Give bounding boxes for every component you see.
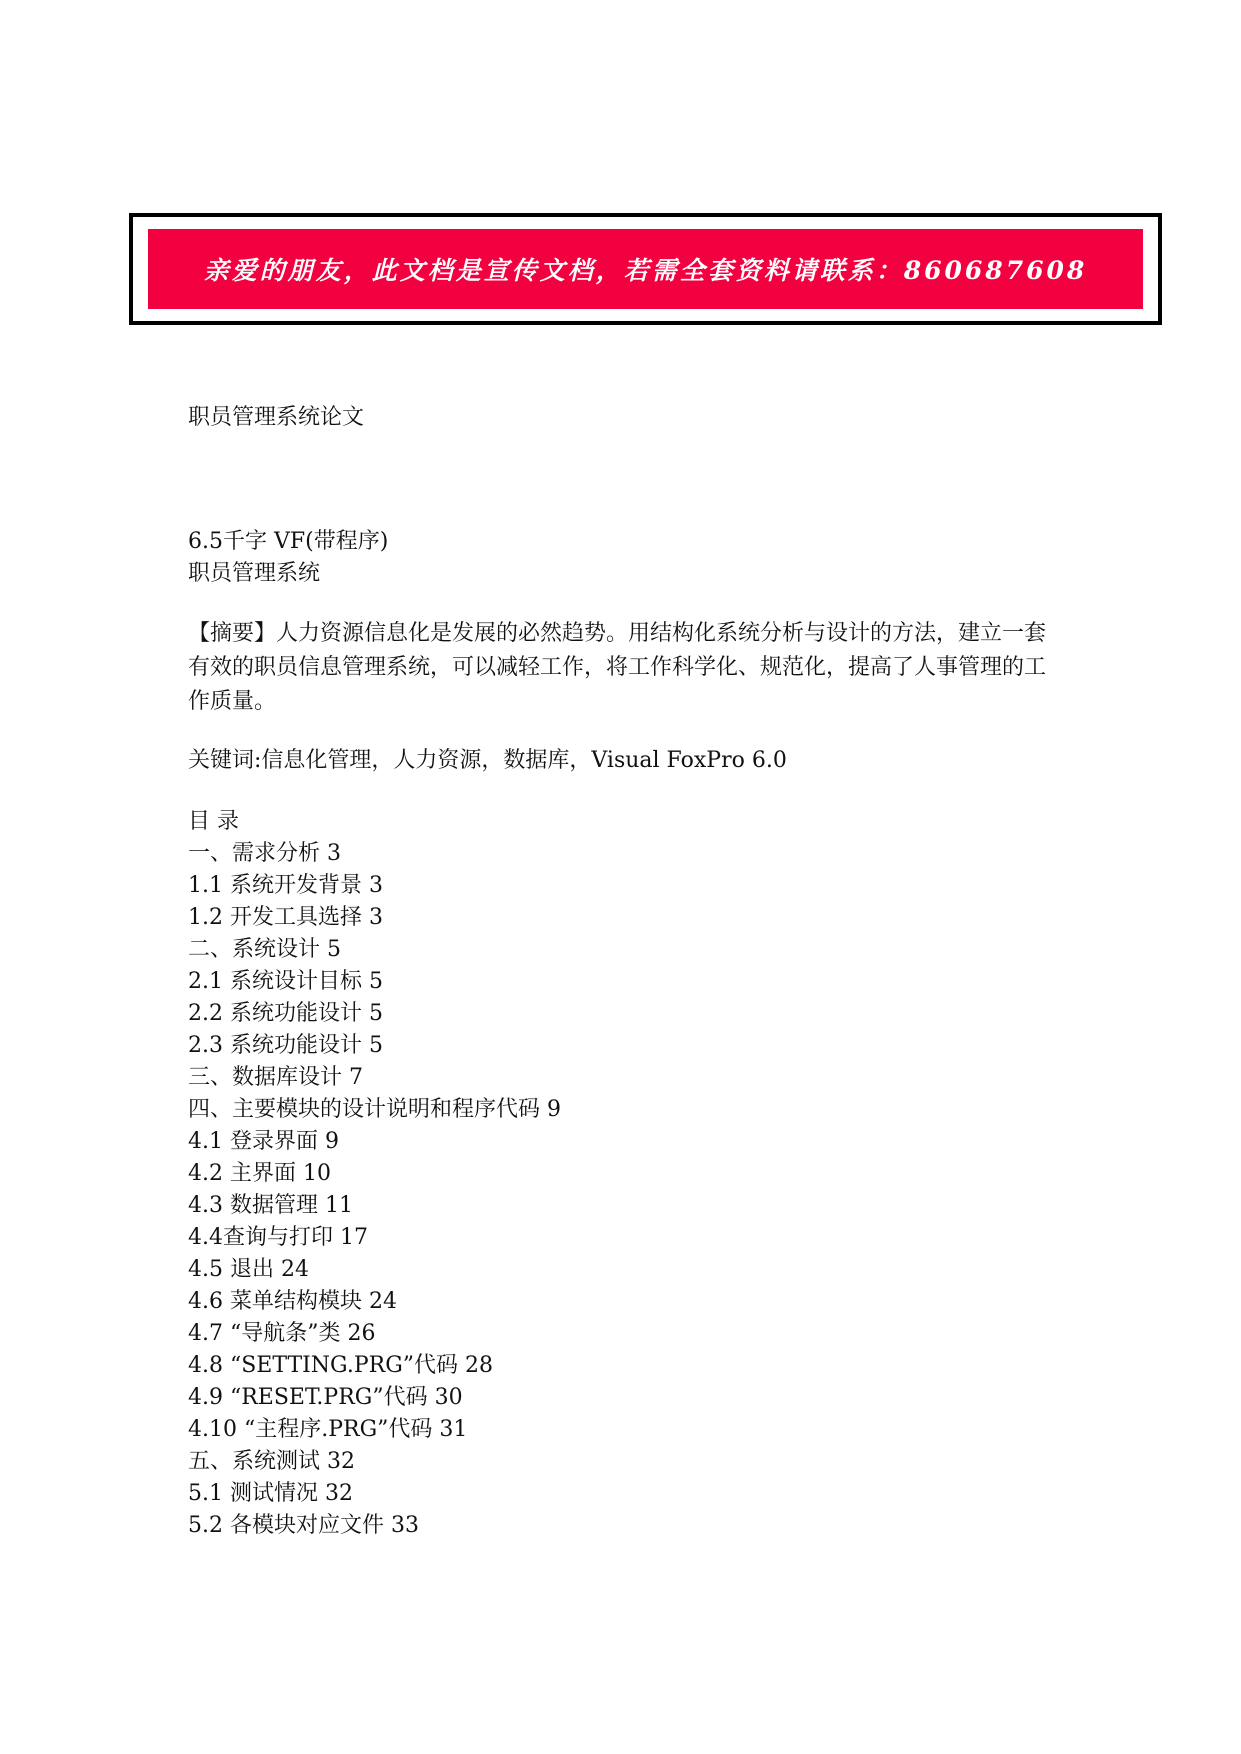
toc-entry: 二、系统设计 5 (188, 937, 341, 962)
document-meta: 6.5千字 VF(带程序) (188, 529, 389, 554)
toc-heading: 目 录 (188, 809, 239, 834)
toc-entry: 5.1 测试情况 32 (188, 1481, 353, 1506)
promo-banner-frame (129, 213, 1162, 325)
toc-entry: 2.3 系统功能设计 5 (188, 1033, 383, 1058)
toc-entry: 4.7 “导航条”类 26 (188, 1321, 376, 1346)
toc-entry: 一、需求分析 3 (188, 841, 341, 866)
toc-entry: 4.9 “RESET.PRG”代码 30 (188, 1385, 463, 1410)
toc-entry: 4.6 菜单结构模块 24 (188, 1289, 397, 1314)
keywords-line: 关键词:信息化管理，人力资源，数据库，Visual FoxPro 6.0 (188, 748, 787, 773)
toc-entry: 2.2 系统功能设计 5 (188, 1001, 383, 1026)
document-subtitle: 职员管理系统 (188, 561, 321, 586)
toc-entry: 2.1 系统设计目标 5 (188, 969, 383, 994)
toc-entry: 1.2 开发工具选择 3 (188, 905, 383, 930)
toc-entry: 四、主要模块的设计说明和程序代码 9 (188, 1097, 561, 1122)
toc-entry: 4.3 数据管理 11 (188, 1193, 353, 1218)
toc-entry: 5.2 各模块对应文件 33 (188, 1513, 419, 1538)
toc-entry: 4.4查询与打印 17 (188, 1225, 368, 1250)
abstract-paragraph: 【摘要】人力资源信息化是发展的必然趋势。用结构化系统分析与设计的方法，建立一套有效的职员信息管理系统，可以减轻工作，将工作科学化、规范化，提高了人事管理的工作质量。 (188, 621, 1047, 714)
document-title: 职员管理系统论文 (188, 405, 365, 430)
toc-entry: 五、系统测试 32 (188, 1449, 355, 1474)
promo-banner (148, 229, 1143, 309)
toc-entry: 4.8 “SETTING.PRG”代码 28 (188, 1353, 494, 1378)
promo-banner-text: 亲爱的朋友，此文档是宣传文档，若需全套资料请联系：860687608 (203, 256, 1088, 285)
toc-entry: 4.10 “主程序.PRG”代码 31 (188, 1417, 468, 1442)
toc-entry: 4.2 主界面 10 (188, 1161, 331, 1186)
toc-entry: 1.1 系统开发背景 3 (188, 873, 383, 898)
toc-entry: 4.5 退出 24 (188, 1257, 309, 1282)
toc-entry: 三、数据库设计 7 (188, 1065, 363, 1090)
toc-entry: 4.1 登录界面 9 (188, 1129, 339, 1154)
